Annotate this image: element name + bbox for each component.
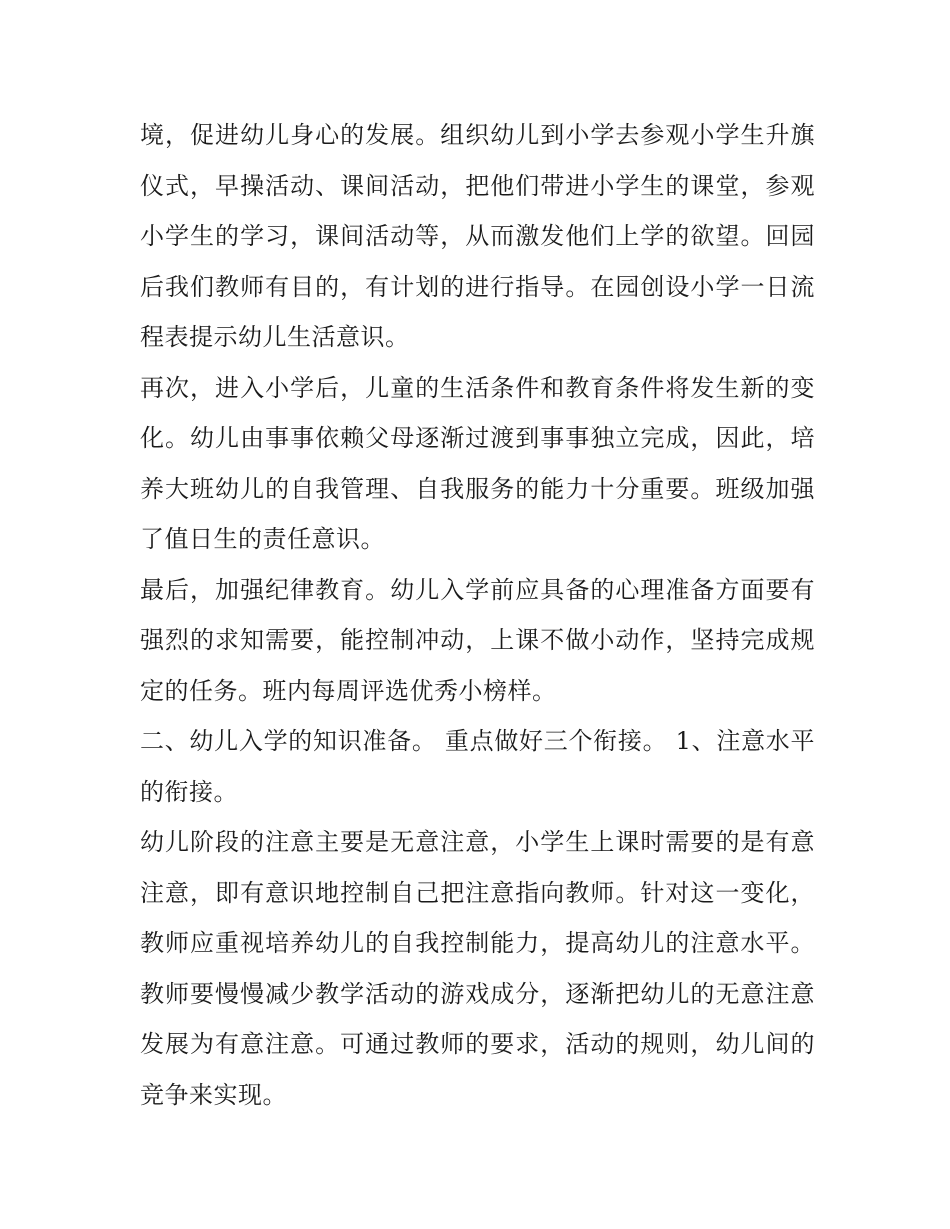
paragraph-self-management: 再次，进入小学后，儿童的生活条件和教育条件将发生新的变化。幼儿由事事依赖父母逐渐过渡到事事独立完成，因此，培养大班幼儿的自我管理、自我服务的能力十分重要。班级加强了值日生的责任意识。 [140,373,815,553]
paragraph-attention: 幼儿阶段的注意主要是无意注意，小学生上课时需要的是有意注意，即有意识地控制自己把注意指向教师。针对这一变化，教师应重视培养幼儿的自我控制能力，提高幼儿的注意水平。教师要慢慢减少教学活动的游戏成分，逐渐把幼儿的无意注意发展为有意注意。可通过教师的要求，活动的规则，幼儿间的竞争来实现。 [140,828,815,1109]
document-body [140,110,815,1120]
paragraph-discipline: 最后，加强纪律教育。幼儿入学前应具备的心理准备方面要有强烈的求知需要，能控制冲动，上课不做小动作，坚持完成规定的任务。班内每周评选优秀小榜样。 [140,575,815,705]
section-heading-knowledge-preparation: 二、幼儿入学的知识准备。 重点做好三个衔接。 1、注意水平的衔接。 [140,727,815,806]
paragraph-environment: 境，促进幼儿身心的发展。组织幼儿到小学去参观小学生升旗仪式，早操活动、课间活动，把他们带进小学生的课堂，参观小学生的学习，课间活动等，从而激发他们上学的欲望。回园后我们教师有目的，有计划的进行指导。在园创设小学一日流程表提示幼儿生活意识。 [140,121,815,351]
